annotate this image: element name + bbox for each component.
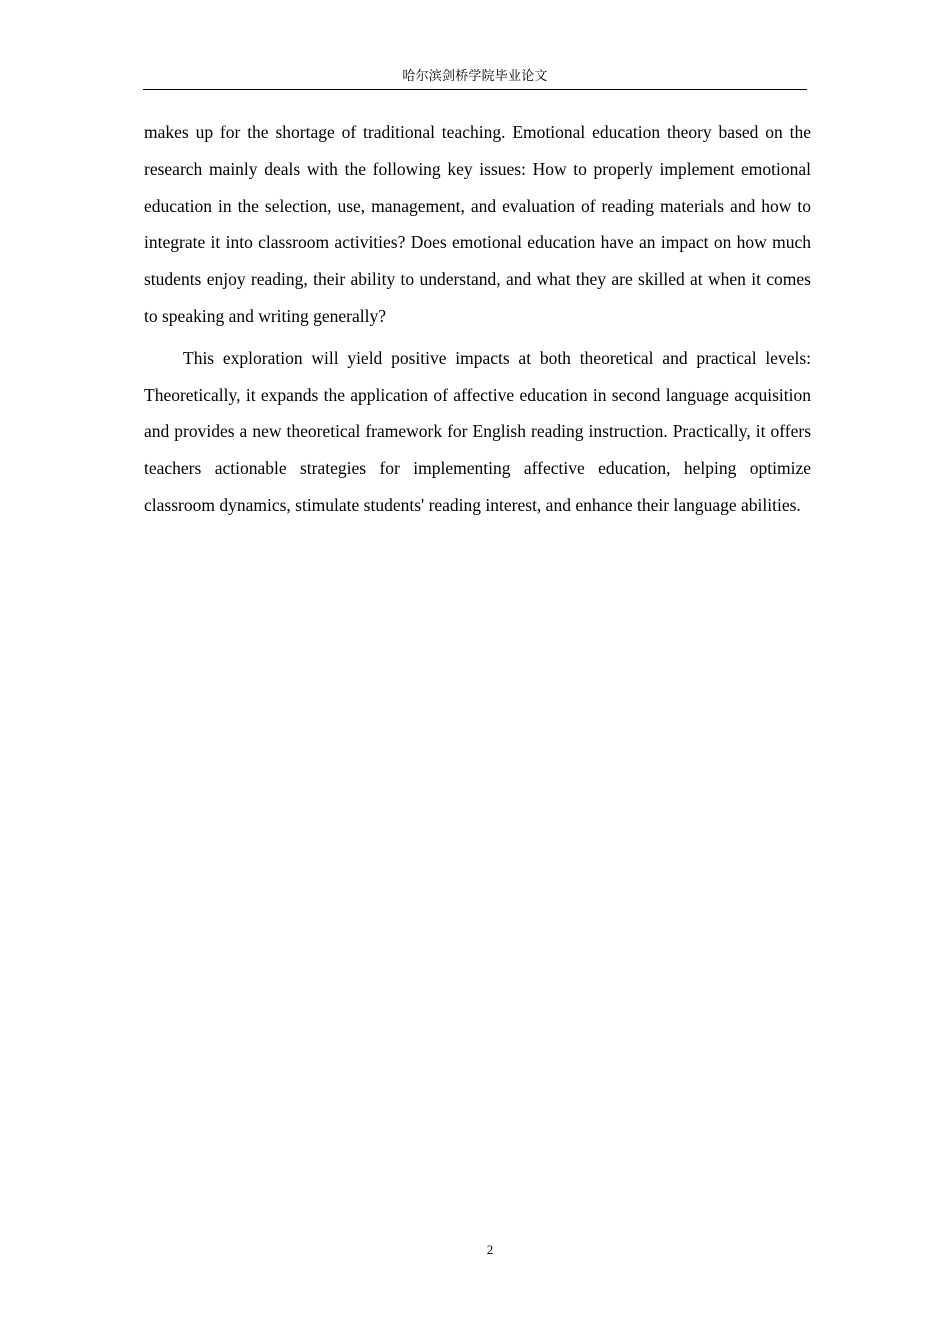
paragraph-continuation: makes up for the shortage of traditional teaching. Emotional education theory based on the research mainly deals with the following key issues: How to properly implement emotional education in the selection, use, management, and evaluation of reading materials and how to integrate it into classroom activities? Does emotional education have an impact on how much students enjoy reading, their ability to understand, and what they are skilled at when it comes to speaking and writing generally? [144,122,811,326]
running-header: 哈尔滨剑桥学院毕业论文 [402,69,548,84]
page-number: 2 [486,1242,494,1257]
body-text [144,114,811,524]
header-rule [143,89,807,90]
paragraph-significance: This exploration will yield positive impacts at both theoretical and practical levels: Theoretically, it expands the application of affective education in second language acquisition and provides a new theoretical framework for English reading instruction. Practically, it offers teachers actionable strategies for implementing affective education, helping optimize classroom dynamics, stimulate students' reading interest, and enhance their language abilities. [144,347,811,515]
